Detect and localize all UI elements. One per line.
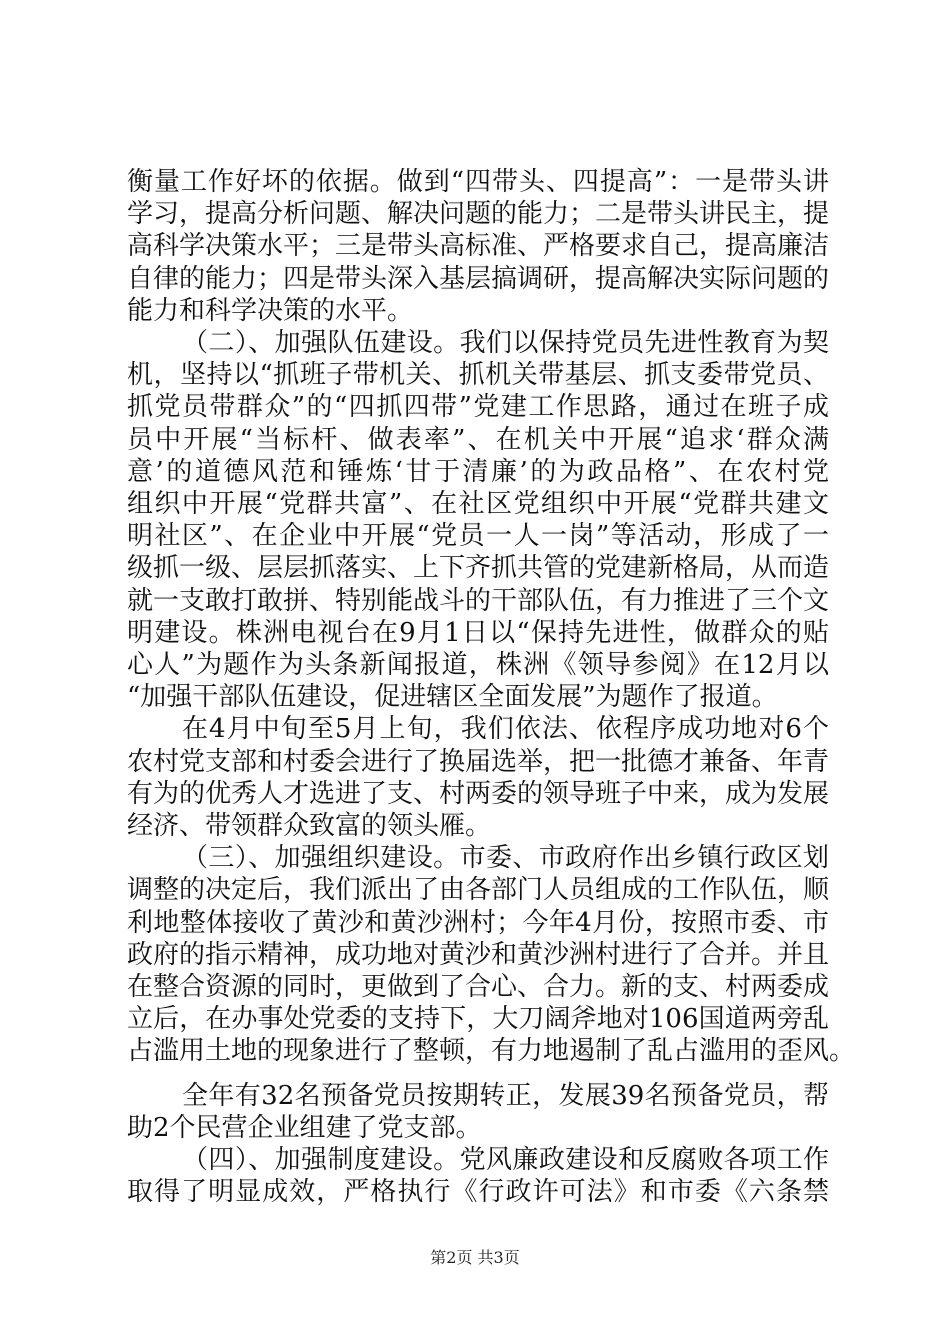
paragraph-start-line: （二）、加强队伍建设。我们以保持党员先进性教育为契 bbox=[182, 328, 829, 358]
text-line: 明建设。株洲电视台在9月1日以“保持先进性，做群众的贴 bbox=[127, 618, 829, 648]
text-line: 政府的指示精神，成功地对黄沙和黄沙洲村进行了合并。并且 bbox=[127, 940, 830, 970]
text-line: 经济、带领群众致富的领头雁。 bbox=[127, 811, 492, 841]
text-line: 明社区”、在企业中开展“党员一人一岗”等活动，形成了一 bbox=[127, 521, 829, 551]
text-line: 利地整体接收了黄沙和黄沙洲村；今年4月份，按照市委、市 bbox=[127, 908, 829, 938]
text-line: 农村党支部和村委会进行了换届选举，把一批德才兼备、年青 bbox=[127, 747, 830, 777]
paragraph-start-line: 在4月中旬至5月上旬，我们依法、依程序成功地对6个 bbox=[182, 714, 829, 744]
text-line: 衡量工作好坏的依据。做到“四带头、四提高”：一是带头讲 bbox=[127, 167, 829, 197]
text-line: 就一支敢打敢拼、特别能战斗的干部队伍，有力推进了三个文 bbox=[127, 586, 830, 616]
text-line: 能力和科学决策的水平。 bbox=[127, 296, 414, 326]
text-line: 占滥用土地的现象进行了整顿，有力地遏制了乱占滥用的歪风。 bbox=[127, 1036, 856, 1066]
text-line: 自律的能力；四是带头深入基层搞调研，提高解决实际问题的 bbox=[127, 264, 830, 294]
text-line: 意’的道德风范和锤炼‘甘于清廉’的为政品格”、在农村党 bbox=[127, 457, 829, 487]
page-number-footer: 第2页 共3页 bbox=[430, 1248, 520, 1267]
text-line: 学习，提高分析问题、解决问题的能力；二是带头讲民主，提 bbox=[127, 199, 830, 229]
text-line: 有为的优秀人才选进了支、村两委的领导班子中来，成为发展 bbox=[127, 779, 830, 809]
text-line: 助2个民营企业组建了党支部。 bbox=[127, 1113, 482, 1143]
paragraph-start-line: 全年有32名预备党员按期转正，发展39名预备党员，帮 bbox=[182, 1081, 829, 1111]
text-line: 心人”为题作为头条新闻报道，株洲《领导参阅》在12月以 bbox=[127, 650, 829, 680]
text-line: 抓党员带群众”的“四抓四带”党建工作思路，通过在班子成 bbox=[127, 392, 829, 422]
text-line: 级抓一级、层层抓落实、上下齐抓共管的党建新格局，从而造 bbox=[127, 553, 830, 583]
text-line: 高科学决策水平；三是带头高标准、严格要求自己，提高廉洁 bbox=[127, 231, 830, 261]
paragraph-start-line: （三）、加强组织建设。市委、市政府作出乡镇行政区划 bbox=[182, 843, 829, 873]
text-line: 在整合资源的同时，更做到了合心、合力。新的支、村两委成 bbox=[127, 972, 830, 1002]
text-line: 取得了明显成效，严格执行《行政许可法》和市委《六条禁 bbox=[127, 1177, 829, 1207]
text-line: 调整的决定后，我们派出了由各部门人员组成的工作队伍，顺 bbox=[127, 875, 830, 905]
text-line: 组织中开展“党群共富”、在社区党组织中开展“党群共建文 bbox=[127, 489, 829, 519]
text-line: 机，坚持以“抓班子带机关、抓机关带基层、抓支委带党员、 bbox=[127, 360, 829, 390]
paragraph-start-line: （四）、加强制度建设。党风廉政建设和反腐败各项工作 bbox=[182, 1145, 829, 1175]
text-line: 立后，在办事处党委的支持下，大刀阔斧地对106国道两旁乱 bbox=[127, 1004, 829, 1034]
text-line: “加强干部队伍建设，促进辖区全面发展”为题作了报道。 bbox=[127, 682, 778, 712]
text-line: 员中开展“当标杆、做表率”、在机关中开展“追求‘群众满 bbox=[127, 425, 829, 455]
